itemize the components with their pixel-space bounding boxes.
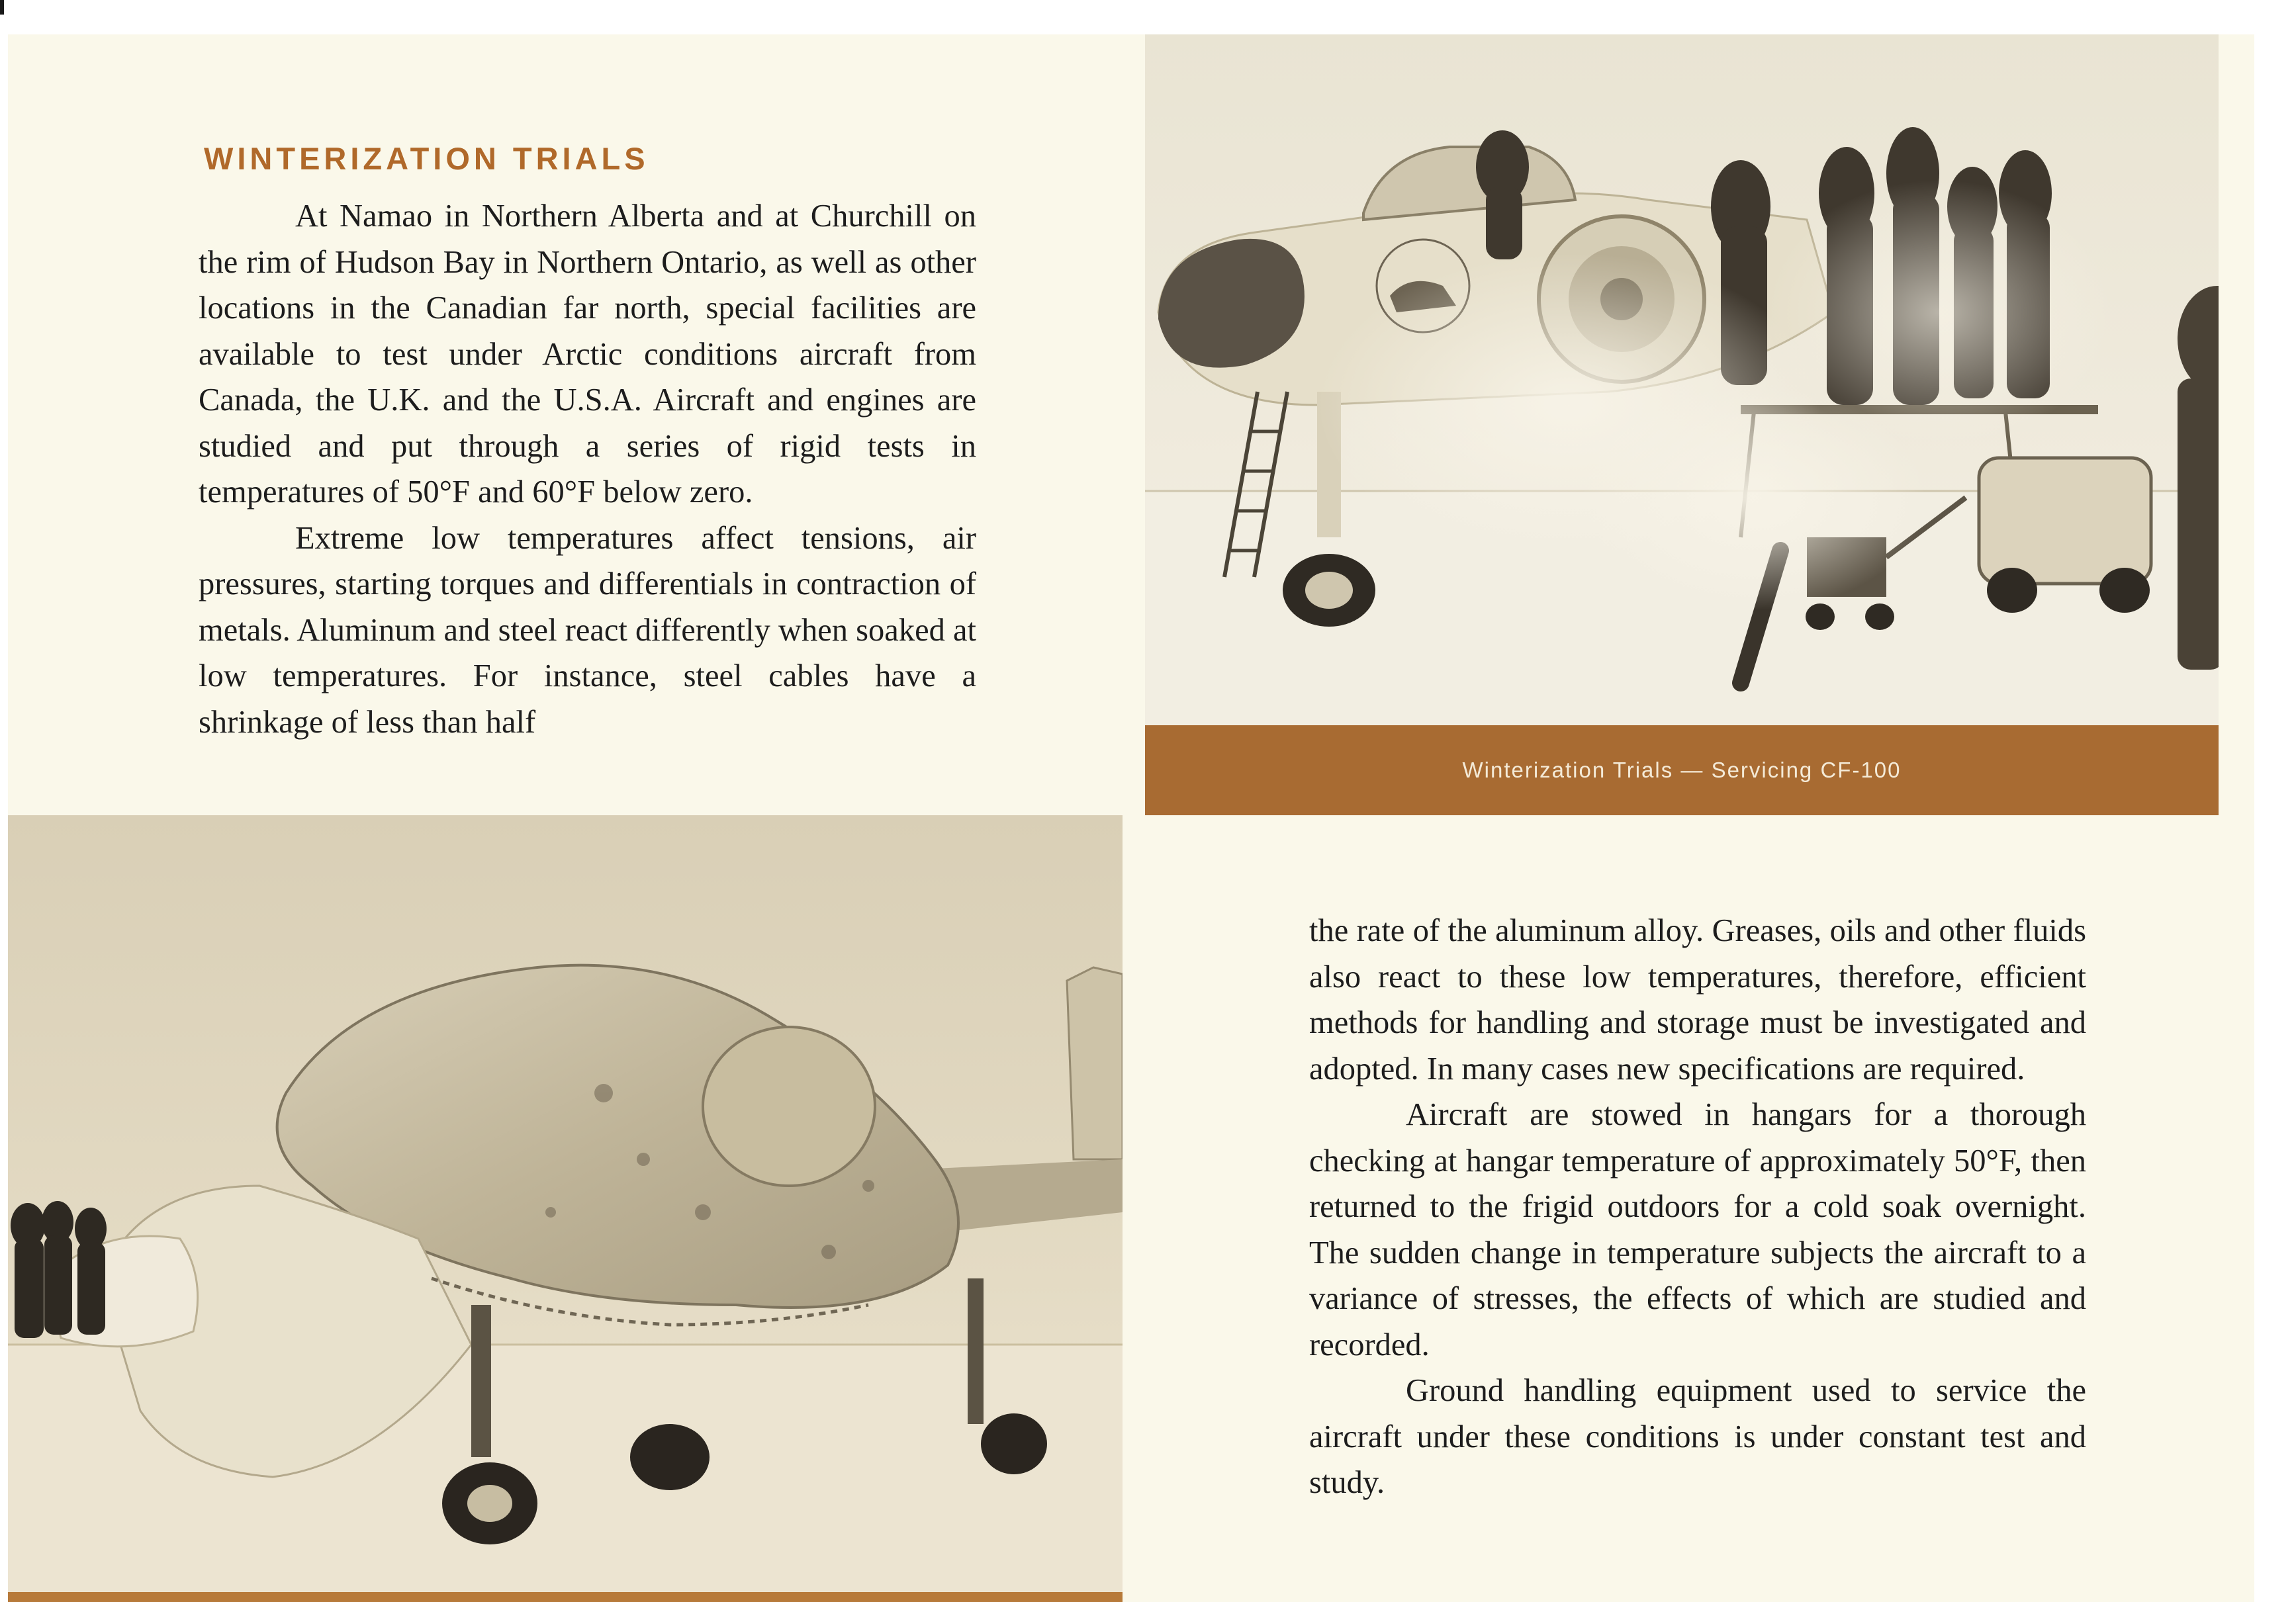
covered-aircraft-photo [8,815,1123,1592]
photo-caption-bar [1145,725,2219,815]
left-text-column [199,193,976,745]
paragraph: Extreme low temperatures affect tensions, air pressures, starting torques and differentials in contraction of metals. Aluminum and steel react differently when soaked at low temperatures. For instance, steel cables have a shrinkage of less than half [199,520,976,740]
paragraph: Aircraft are stowed in hangars for a thorough checking at hangar temperature of approximately 50°F, then returned to the frigid outdoors for a cold soak overnight. The sudden change in temperature subjects the aircraft to a variance of stresses, the effects of which are studied and recorded. [1309,1097,2086,1362]
paragraph: At Namao in Northern Alberta and at Churchill on the rim of Hudson Bay in Northern Ontario, as well as other locations in the Canadian far north, special facilities are available to test under Arctic conditions aircraft from Canada, the U.K. and the U.S.A. Aircraft and engines are studied and put through a series of rigid tests in temperatures of 50°F and 60°F below zero. [199,199,976,510]
scan-edge-mark [0,0,4,15]
photo-bottom-strip [8,1592,1123,1602]
brochure-page [8,34,2254,1602]
section-heading: WINTERIZATION TRIALS [204,141,649,176]
paragraph: the rate of the aluminum alloy. Greases, oils and other fluids also react to these low temperatures, therefore, efficient methods for handling and storage must be investigated and adopted. In many cases new specifications are required. [1309,913,2086,1087]
right-text-column [1309,908,2086,1506]
photo-caption: Winterization Trials — Servicing CF-100 [1462,758,1902,782]
cf100-servicing-photo [1145,34,2219,725]
paragraph: Ground handling equipment used to service the aircraft under these conditions is under constant test and study. [1309,1373,2086,1500]
